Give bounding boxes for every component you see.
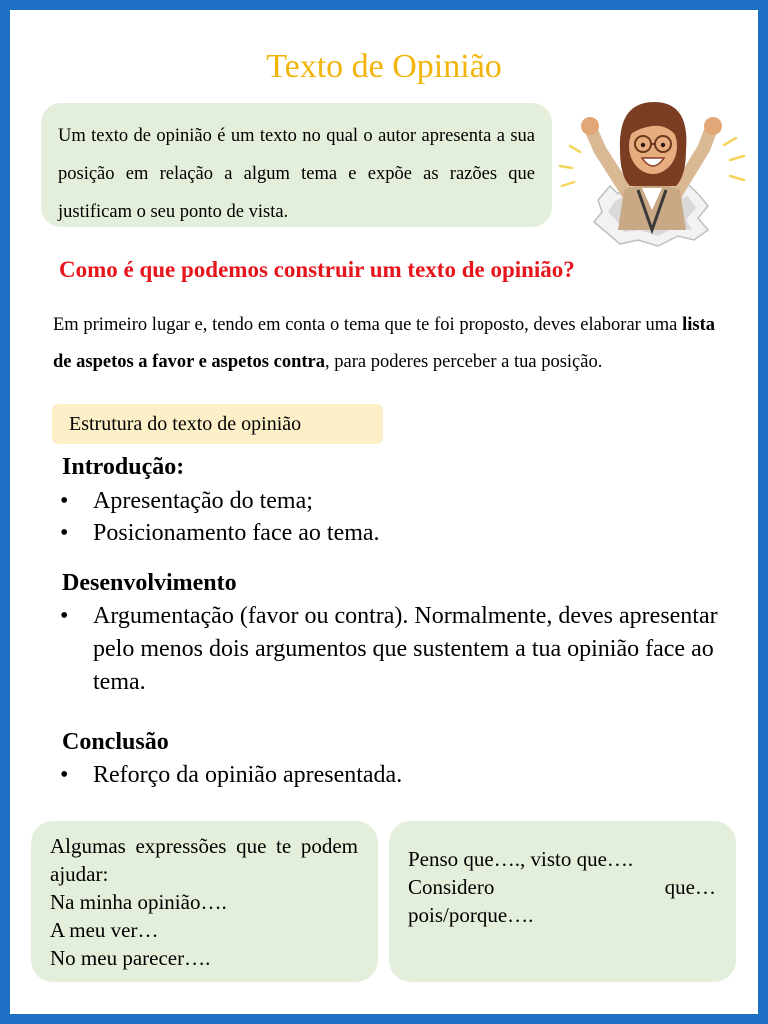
- list-item: [60, 759, 720, 792]
- definition-text: Um texto de opinião é um texto no qual o autor apresenta a sua posição em relação a algum tema e expõe as razões que justificam o seu ponto de vista.: [58, 126, 535, 222]
- expression-line-end: que…: [664, 875, 716, 899]
- definition-box: [41, 103, 552, 227]
- bullet-icon: •: [60, 520, 69, 546]
- expressions-box-right: [389, 821, 736, 982]
- list-item: [60, 600, 720, 699]
- list-item: [60, 517, 720, 550]
- expression-line: [408, 873, 716, 901]
- expression-line-start: Considero: [408, 875, 495, 899]
- list-item-text: Argumentação (favor ou contra). Normalmente, deves apresentar pelo menos dois argumentos que sustentem a tua opinião face ao tema.: [93, 603, 718, 695]
- section-heading-desenvolvimento: Desenvolvimento: [62, 570, 237, 596]
- bullet-icon: •: [60, 603, 69, 629]
- cheering-woman-avatar-icon: [558, 90, 748, 255]
- expression-line: A meu ver…: [50, 918, 159, 942]
- question-heading: Como é que podemos construir um texto de opinião?: [59, 257, 575, 282]
- section-heading-introducao: Introdução:: [62, 454, 185, 480]
- list-item-text: Reforço da opinião apresentada.: [93, 762, 403, 788]
- expressions-box-left: [31, 821, 378, 982]
- intro-text-bold: lista de aspetos a favor e aspetos contra: [53, 315, 715, 372]
- bullet-icon: •: [60, 762, 69, 788]
- expression-line: Penso que…., visto que….: [408, 847, 634, 871]
- expressions-intro: Algumas expressões que te podem ajudar:: [50, 834, 358, 886]
- list-item-text: Apresentação do tema;: [93, 488, 313, 514]
- intro-paragraph: [53, 307, 715, 399]
- expression-line: pois/porque….: [408, 903, 534, 927]
- expression-line: Na minha opinião….: [50, 890, 227, 914]
- section-heading-conclusao: Conclusão: [62, 729, 169, 755]
- list-item-text: Posicionamento face ao tema.: [93, 520, 380, 546]
- structure-label: Estrutura do texto de opinião: [52, 404, 383, 444]
- page-title: Texto de Opinião: [266, 48, 502, 85]
- intro-text-part2: , para poderes perceber a tua posição.: [325, 352, 603, 372]
- bullet-icon: •: [60, 488, 69, 514]
- expression-line: No meu parecer….: [50, 946, 211, 970]
- list-item: [60, 485, 720, 518]
- worksheet-page: [10, 10, 758, 1014]
- intro-text-part1: Em primeiro lugar e, tendo em conta o tema que te foi proposto, deves elaborar uma: [53, 315, 683, 335]
